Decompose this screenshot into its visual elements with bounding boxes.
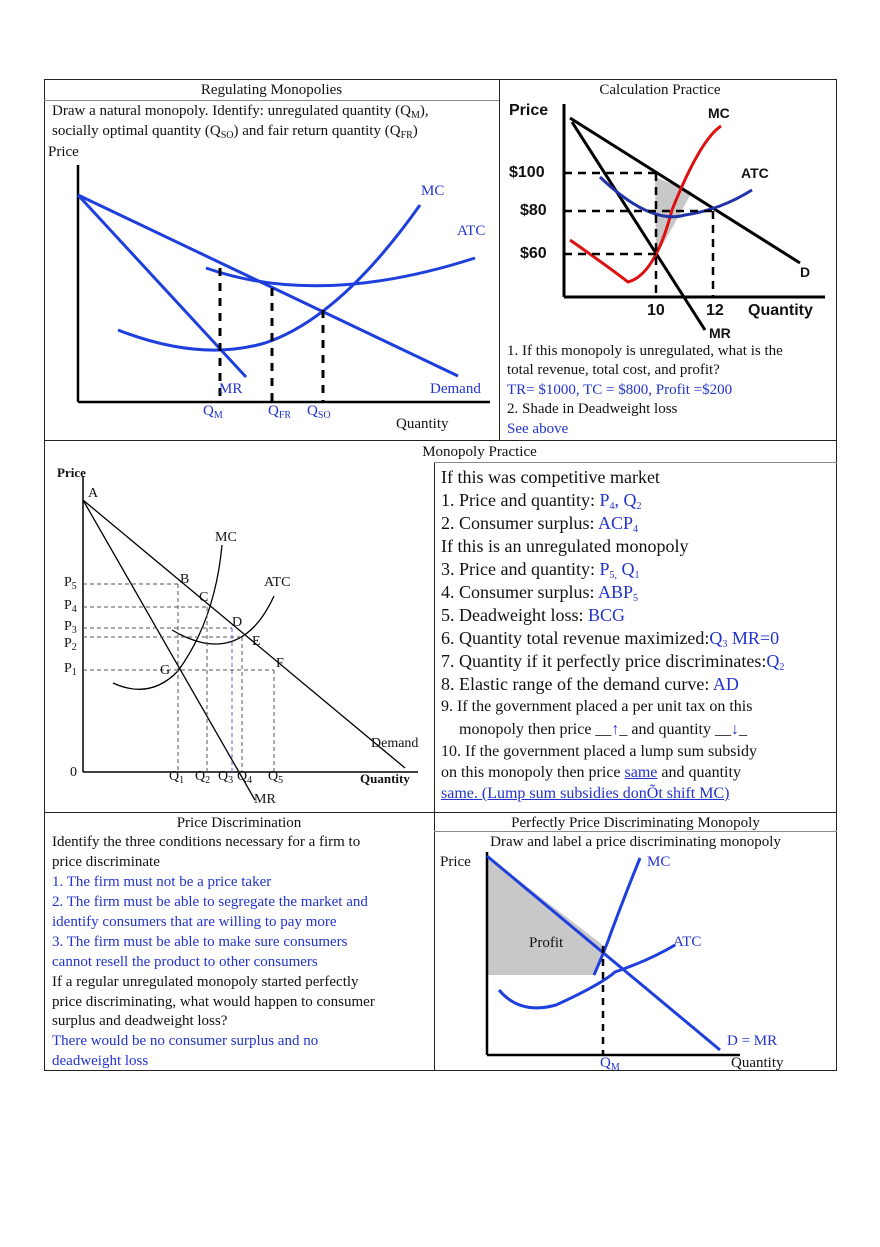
q3-mr-label: MR: [254, 792, 276, 807]
q3-point-c: C: [199, 590, 209, 605]
q1-demand-label: Demand: [430, 381, 481, 397]
q2-quantity-label: Quantity: [748, 302, 813, 319]
q3-item10-line2: on this monopoly then price same and quantity: [441, 764, 741, 781]
q2-question2: 2. Shade in Deadweight loss: [507, 401, 678, 417]
q2-atc-label: ATC: [741, 165, 769, 181]
q3-p5-label: $P_5$: [64, 575, 77, 592]
q3-p2-label: $P_2$: [64, 636, 77, 653]
q3-q3-label: $Q_3$: [218, 769, 234, 786]
q3-point-e: E: [252, 634, 261, 649]
q1-prompt-line2: socially optimal quantity $(Q_{SO})$ and fair return quantity $(Q_{FR})$: [52, 123, 418, 141]
q3-p4-label: $P_4$: [64, 598, 77, 615]
q3-point-a: A: [88, 486, 99, 501]
q3-heading-competitive: If this was competitive market: [441, 467, 660, 487]
q1-mr-label: MR: [219, 381, 243, 397]
q4-answer1: 1. The firm must not be a price taker: [52, 874, 272, 890]
q3-point-f: F: [276, 656, 284, 671]
q4-answer3-line1: 3. The firm must be able to make sure consumers: [52, 934, 348, 950]
q1-qso-label: $Q_{SO}$: [307, 403, 331, 421]
q3-item8: 8. Elastic range of the demand curve: AD: [441, 674, 739, 694]
q5-price-label: Price: [440, 854, 471, 870]
q3-q2-label: $Q_2$: [195, 769, 211, 786]
q3-quantity-label: Quantity: [360, 771, 410, 786]
q5-atc-label: ATC: [673, 934, 702, 950]
q3-item5: 5. Deadweight loss: BCG: [441, 605, 625, 625]
q3-item2: 2. Consumer surplus: $ACP_4$: [441, 513, 639, 535]
q2-mr-label: MR: [709, 325, 731, 341]
q1-quantity-label: Quantity: [396, 416, 449, 432]
q4-answer4-line2: deadweight loss: [52, 1053, 149, 1069]
q1-qfr-label: $Q_{FR}$: [268, 403, 292, 421]
q2-p100-label: $100: [509, 164, 545, 181]
q3-p1-label: $P_1$: [64, 661, 77, 678]
q1-mc-label: MC: [421, 183, 445, 199]
q2-d-label: D: [800, 264, 811, 280]
q3-header: Monopoly Practice: [422, 444, 537, 460]
q3-heading-monopoly: If this is an unregulated monopoly: [441, 536, 689, 556]
q3-atc-label: ATC: [264, 575, 291, 590]
q5-dmr-label: D = MR: [727, 1033, 778, 1049]
q4-question2-line3: surplus and deadweight loss?: [52, 1013, 228, 1029]
q3-q4-label: $Q_4$: [237, 769, 253, 786]
q3-item7: 7. Quantity if it perfectly price $discriminates:Q_2$: [441, 651, 785, 673]
q4-answer3-line2: cannot resell the product to other consumers: [52, 954, 318, 970]
q2-q10-label: 10: [647, 302, 665, 319]
q3-point-d: D: [232, 615, 243, 630]
q3-item9-line1: 9. If the government placed a per unit tax on this: [441, 698, 753, 715]
q3-item4: 4. Consumer surplus: $ABP_5$: [441, 582, 639, 604]
q2-answer2: See above: [507, 421, 569, 437]
q3-item10-line3: same. (Lump sum subsidies donÕt shift MC): [441, 785, 730, 802]
q3-item9-line2: monopoly then price __↑_ and quantity __↓_: [459, 721, 747, 738]
q3-p3-label: $P_3$: [64, 619, 77, 636]
q5-mc-label: MC: [647, 854, 671, 870]
q3-q1-label: $Q_1$: [169, 769, 185, 786]
q3-item3: 3. Price and quantity: $P_{5,}$ $Q_1$: [441, 559, 640, 581]
q3-demand-label: Demand: [371, 736, 419, 751]
q4-answer4-line1: There would be no consumer surplus and no: [52, 1033, 319, 1049]
q3-item1: 1. Price and quantity: $P_4$, $Q_2$: [441, 490, 642, 512]
q3-zero-label: 0: [70, 765, 77, 780]
q3-point-b: B: [180, 572, 190, 587]
q4-answer2-line1: 2. The firm must be able to segregate the market and: [52, 894, 368, 910]
q2-question1-line2: total revenue, total cost, and profit?: [507, 362, 720, 378]
q3-price-label: Price: [57, 465, 86, 480]
q3-item6: 6. Quantity total revenue $maximized:Q_3$ MR=0: [441, 628, 780, 650]
q3-item10-line1: 10. If the government placed a lump sum subsidy: [441, 743, 757, 760]
q5-profit-label: Profit: [529, 935, 564, 951]
q1-qm-label: $Q_M$: [203, 403, 223, 421]
q2-price-label: Price: [509, 102, 549, 119]
q2-p80-label: $80: [520, 202, 547, 219]
q1-atc-label: ATC: [457, 223, 486, 239]
q2-question1-line1: 1. If this monopoly is unregulated, what is the: [507, 343, 783, 359]
q2-q12-label: 12: [706, 302, 724, 319]
q5-header: Perfectly Price Discriminating Monopoly: [511, 815, 760, 831]
q4-question2-line1: If a regular unregulated monopoly started perfectly: [52, 974, 359, 990]
q4-answer2-line2: identify consumers that are willing to pay more: [52, 914, 337, 930]
q3-point-g: G: [160, 663, 171, 678]
q5-qm-label: $Q_M$: [600, 1055, 620, 1073]
q4-question-line1: Identify the three conditions necessary for a firm to: [52, 834, 361, 850]
q3-q5-label: $Q_5$: [268, 769, 284, 786]
q5-mc-curve: [594, 858, 640, 975]
q1-price-label: Price: [48, 144, 79, 160]
q5-quantity-label: Quantity: [731, 1055, 784, 1071]
q4-header: Price Discrimination: [176, 815, 302, 831]
q4-question2-line2: price discriminating, what would happen to consumer: [52, 994, 375, 1010]
q1-prompt-line1: Draw a natural monopoly. Identify: unregulated quantity $(Q_M)$,: [52, 103, 429, 121]
q4-question-line2: price discriminate: [52, 854, 160, 870]
q1-header: Regulating Monopolies: [200, 82, 343, 98]
q5-profit-shade: [487, 856, 604, 975]
q3-mc-label: MC: [215, 530, 237, 545]
q5-prompt: Draw and label a price discriminating monopoly: [490, 834, 781, 850]
q2-mc-label: MC: [708, 105, 730, 121]
q2-p60-label: $60: [520, 245, 547, 262]
q2-answer1: TR= $1000, TC = $800, Profit =$200: [507, 382, 733, 398]
q2-header: Calculation Practice: [599, 82, 721, 98]
